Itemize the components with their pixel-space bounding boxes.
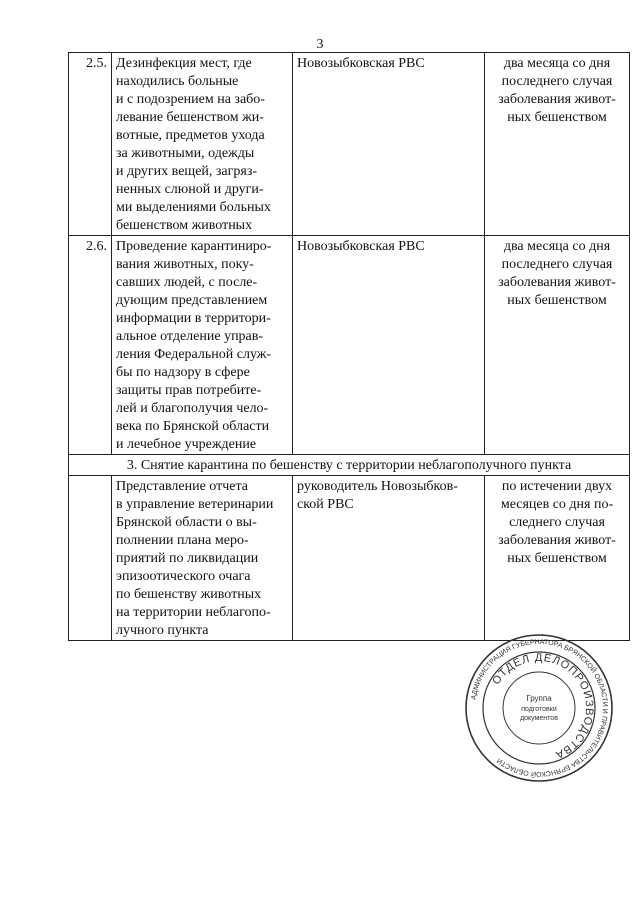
action-cell: Представление отчета в управление ветеринарии Брянской области о вы- полнении плана меро- приятий по ликвидации эпизоотического очага по бешенству животных на территории неблагопо- лучного пункта	[112, 476, 293, 641]
measures-table	[68, 52, 630, 641]
row-number: 2.5.	[69, 53, 112, 236]
deadline-cell: два месяца со дня последнего случая заболевания живот- ных бешенством	[485, 53, 630, 236]
executor-cell: Новозыбковская РВС	[293, 236, 485, 455]
section-title: 3. Снятие карантина по бешенству с территории неблагополучного пункта	[69, 455, 630, 476]
office-stamp	[464, 633, 614, 783]
table-row	[69, 236, 630, 455]
row-number: 2.6.	[69, 236, 112, 455]
executor-cell: руководитель Новозыбков- ской РВС	[293, 476, 485, 641]
stamp-inner-text: ОТДЕЛ ДЕЛОПРОИЗВОДСТВА	[490, 651, 596, 761]
table-row	[69, 476, 630, 641]
deadline-cell: два месяца со дня последнего случая заболевания живот- ных бешенством	[485, 236, 630, 455]
stamp-center-line3: документов	[520, 715, 558, 722]
deadline-cell: по истечении двух месяцев со дня по- следнего случая заболевания живот- ных бешенством	[485, 476, 630, 641]
stamp-outer-text: АДМИНИСТРАЦИЯ ГУБЕРНАТОРА БРЯНСКОЙ ОБЛАСТИ И ПРАВИТЕЛЬСТВА БРЯНСКОЙ ОБЛАСТИ	[470, 638, 609, 778]
executor-cell: Новозыбковская РВС	[293, 53, 485, 236]
page-number: 3	[316, 37, 324, 52]
table-row	[69, 53, 630, 236]
stamp-center-line2: подготовки	[521, 706, 557, 713]
action-cell: Проведение карантиниро- вания животных, поку- савших людей, с после- дующим представлением информации в территори- альное отделение управ- ления Федеральной служ- бы по надзору в сфере защиты прав потребите- лей и благополучия чело- века по Брянской области и лечебное учреждение	[112, 236, 293, 455]
section-header-row	[69, 455, 630, 476]
action-cell: Дезинфекция мест, где находились больные и с подозрением на забо- левание бешенством жи- вотные, предметов ухода за животными, одежды и других вещей, загряз- ненных слюной и други- ми выделениями больных бешенством животных	[112, 53, 293, 236]
stamp-center-line1: Группа	[526, 694, 552, 703]
row-number	[69, 476, 112, 641]
